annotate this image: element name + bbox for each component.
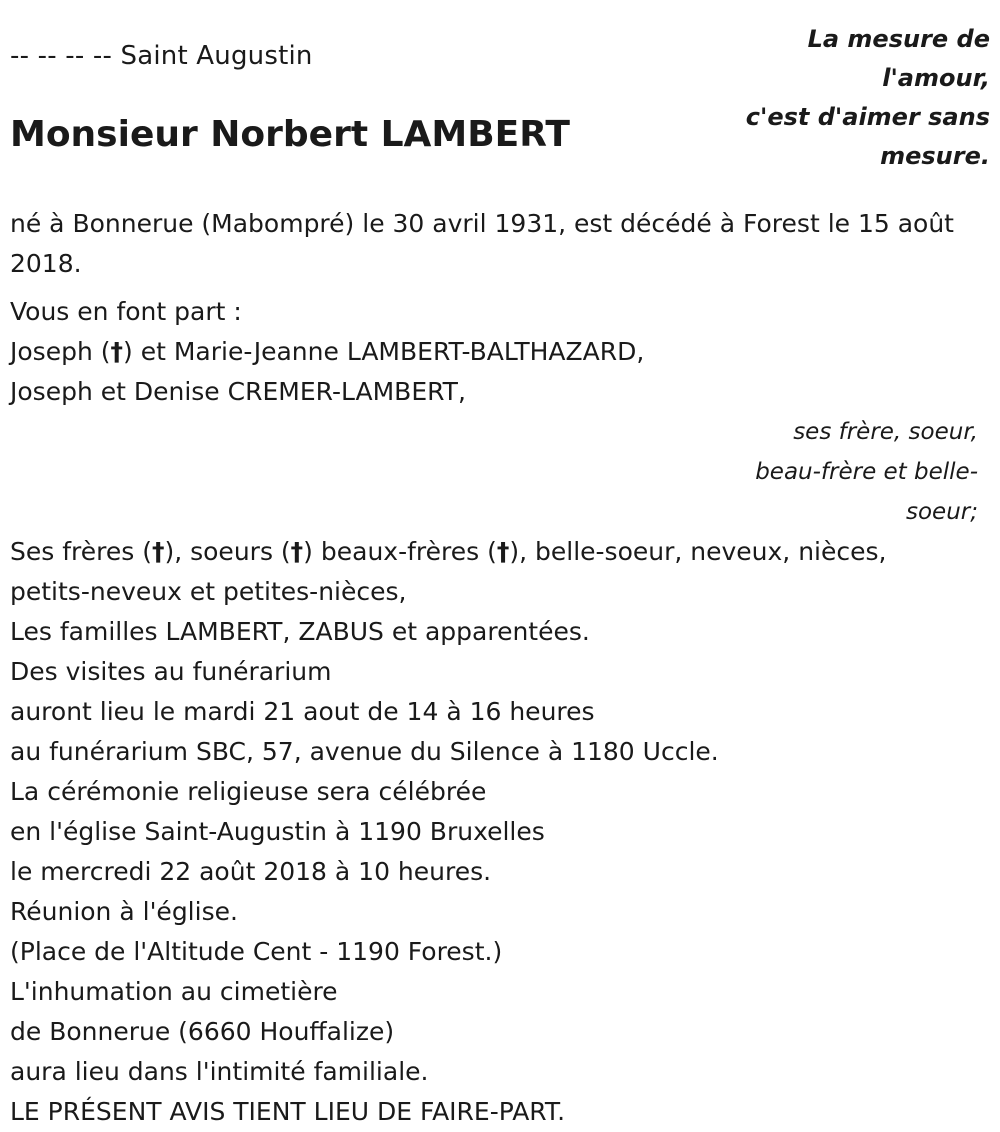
text-line: Réunion à l'église.: [10, 897, 238, 926]
relation-note: [10, 412, 978, 532]
text-line: Des visites au funérarium: [10, 657, 332, 686]
text-line: La cérémonie religieuse sera célébrée: [10, 777, 487, 806]
siblings-text: Ses frères (: [10, 537, 152, 566]
motto-line: mesure.: [880, 142, 990, 170]
birth-death-statement: né à Bonnerue (Mabompré) le 30 avril 1931, est décédé à Forest le 15 août 2018.: [10, 209, 954, 278]
cross-icon: †: [496, 537, 510, 566]
relation-line: beau-frère et belle-: [755, 459, 978, 485]
cross-icon: †: [290, 537, 304, 566]
family-line: [10, 332, 970, 372]
family-text: Joseph (: [10, 337, 111, 366]
relation-line: soeur;: [906, 499, 978, 525]
siblings-line: [10, 532, 970, 572]
motto-line: La mesure de: [807, 25, 990, 53]
text-line: LE PRÉSENT AVIS TIENT LIEU DE FAIRE-PART.: [10, 1097, 566, 1126]
siblings-text: ) beaux-frères (: [303, 537, 497, 566]
text-line: le mercredi 22 août 2018 à 10 heures.: [10, 857, 492, 886]
text-line: petits-neveux et petites-nièces,: [10, 577, 407, 606]
family-line: Joseph et Denise CREMER-LAMBERT,: [10, 377, 466, 406]
text-line: au funérarium SBC, 57, avenue du Silence à 1180 Uccle.: [10, 737, 719, 766]
text-line: (Place de l'Altitude Cent - 1190 Forest.): [10, 937, 503, 966]
family-text: ) et Marie-Jeanne LAMBERT-BALTHAZARD,: [123, 337, 645, 366]
text-line: en l'église Saint-Augustin à 1190 Bruxelles: [10, 817, 545, 846]
text-line: L'inhumation au cimetière: [10, 977, 338, 1006]
cross-icon: †: [110, 337, 123, 366]
siblings-text: ), soeurs (: [164, 537, 291, 566]
relation-line: ses frère, soeur,: [793, 419, 978, 445]
siblings-text: ), belle-soeur, neveux, nièces,: [509, 537, 887, 566]
motto-line: c'est d'aimer sans: [745, 103, 990, 131]
announcement-body: [10, 204, 978, 1132]
text-line: de Bonnerue (6660 Houffalize): [10, 1017, 395, 1046]
text-line: aura lieu dans l'intimité familiale.: [10, 1057, 429, 1086]
part-label: Vous en font part :: [10, 297, 242, 326]
cross-icon: †: [151, 537, 165, 566]
motto-line: l'amour,: [882, 64, 990, 92]
deceased-name: Monsieur Norbert LAMBERT: [10, 114, 570, 155]
text-line: auront lieu le mardi 21 aout de 14 à 16 heures: [10, 697, 595, 726]
motto-quote: [720, 20, 990, 176]
location-label: -- -- -- -- Saint Augustin: [10, 41, 313, 71]
text-line: Les familles LAMBERT, ZABUS et apparentées.: [10, 617, 590, 646]
